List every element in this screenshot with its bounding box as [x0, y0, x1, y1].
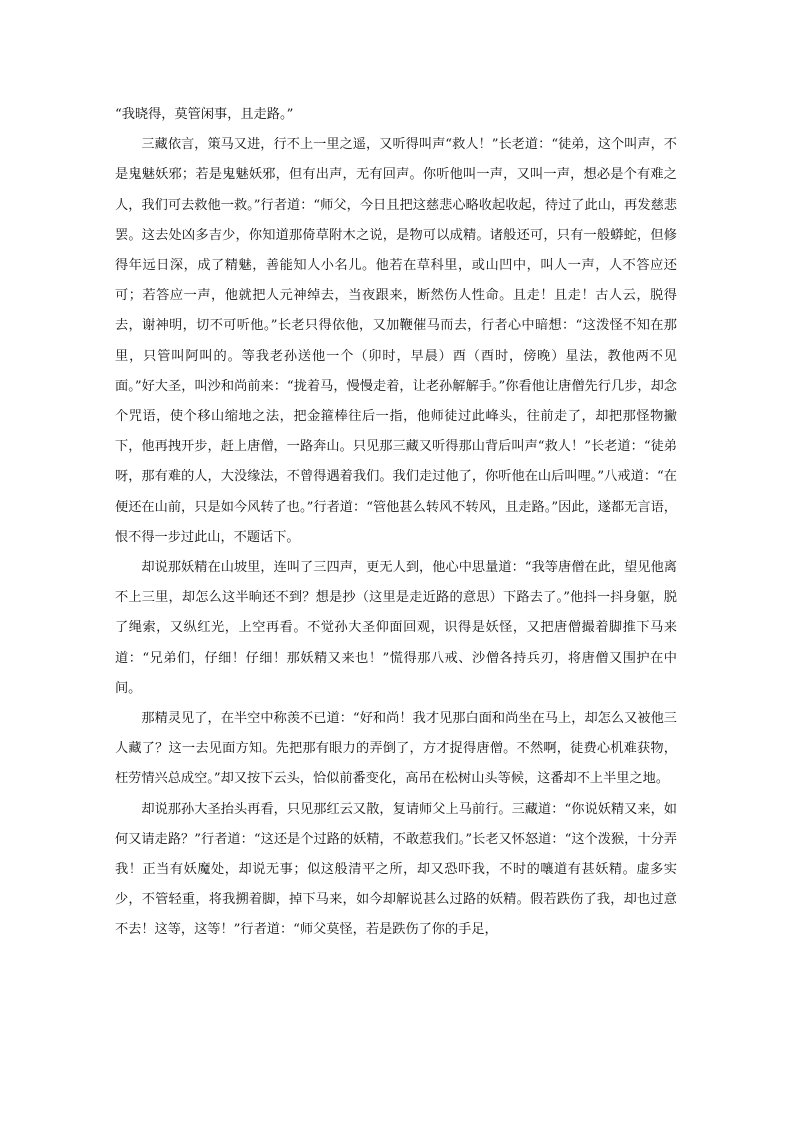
paragraph-3: 却说那妖精在山坡里，连叫了三四声，更无人到，他心中思量道：“我等唐僧在此，望见他离不上三里，却怎么这半晌还不到？想是抄（这里是走近路的意思）下路去了。”他抖一抖身躯，脱了绳索，又纵红光，上空再看。不觉孙大圣仰面回观，识得是妖怪，又把唐僧撮着脚推下马来道：“兄弟们，仔细！仔细！那妖精又来也！”慌得那八戒、沙僧各持兵刃，将唐僧又围护在中间。 — [115, 560, 677, 696]
paragraph-2: 三藏依言，策马又进，行不上一里之遥，又听得叫声“救人！”长老道：“徒弟，这个叫声，不是鬼魅妖邪；若是鬼魅妖邪，但有出声，无有回声。你听他叫一声，又叫一声，想必是个有难之人，我们可去救他一救。”行者道：“师父，今日且把这慈悲心略收起收起，待过了此山，再发慈悲罢。这去处凶多吉少，你知道那倚草附木之说，是物可以成精。诸般还可，只有一般蟒蛇，但修得年远日深，成了精魅，善能知人小名儿。他若在草科里，或山凹中，叫人一声，人不答应还可；若答应一声，他就把人元神绰去，当夜跟来，断然伤人性命。且走！且走！古人云，脱得去，谢神明，切不可听他。”长老只得依他，又加鞭催马而去，行者心中暗想：“这泼怪不知在那里，只管叫阿叫的。等我老孙送他一个（卯时，早晨）酉（酉时，傍晚）星法，教他两不见面。”好大圣，叫沙和尚前来：“拢着马，慢慢走着，让老孙解解手。”你看他让唐僧先行几步，却念个咒语，使个移山缩地之法，把金箍棒往后一指，他师徒过此峰头，往前走了，却把那怪物撇下，他再拽开步，赶上唐僧，一路奔山。只见那三藏又听得那山背后叫声“救人！”长老道：“徒弟呀，那有难的人，大没缘法，不曾得遇着我们。我们走过他了，你听他在山后叫哩。”八戒道：“在便还在山前，只是如今风转了也。”行者道：“管他甚么转风不转风，且走路。”因此，遂都无言语，恨不得一步过此山，不题话下。 — [115, 137, 677, 545]
paragraph-5: 却说那孙大圣抬头再看，只见那红云又散，复请师父上马前行。三藏道：“你说妖精又来，如何又请走路？”行者道：“这还是个过路的妖精，不敢惹我们。”长老又怀怒道：“这个泼猴，十分弄我！正当有妖魔处，却说无事；似这般清平之所，却又恐吓我，不时的嚷道有甚妖精。虚多实少，不管轻重，将我搠着脚，掉下马来，如今却解说甚么过路的妖精。假若跌伤了我，却也过意不去！这等，这等！”行者道：“师父莫怪，若是跌伤了你的手足， — [115, 801, 677, 938]
document-page — [115, 100, 677, 946]
paragraph-4: 那精灵见了，在半空中称羡不已道：“好和尚！我才见那白面和尚坐在马上，却怎么又被他三人藏了？这一去见面方知。先把那有眼力的弄倒了，方才捉得唐僧。不然啊，徒费心机难获物，枉劳情兴总成空。”却又按下云头，恰似前番变化，高吊在松树山头等候，这番却不上半里之地。 — [115, 711, 677, 787]
paragraph-1: “我晓得，莫管闲事，且走路。” — [115, 107, 294, 122]
